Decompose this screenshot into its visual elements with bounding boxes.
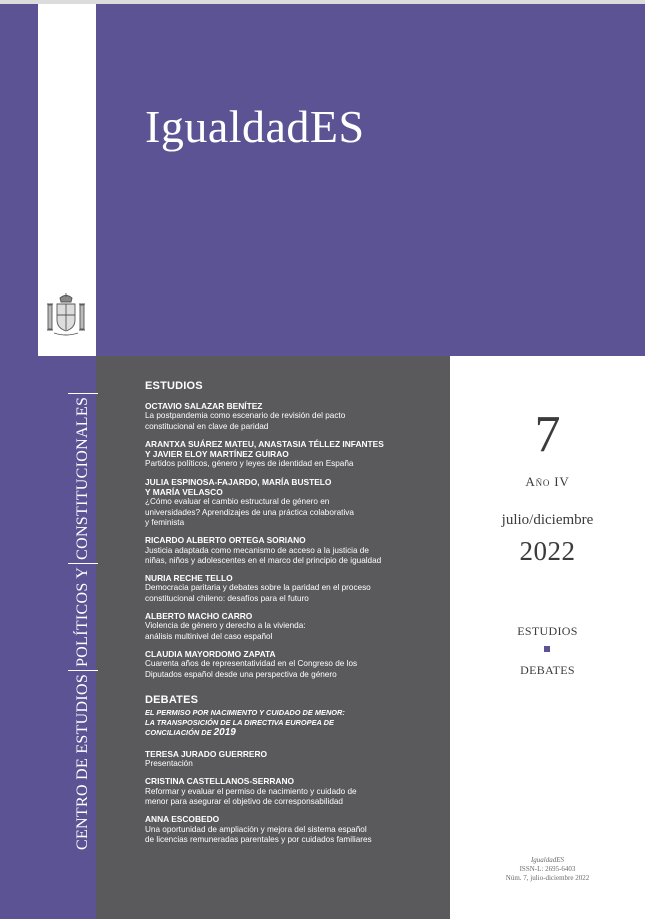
entry-title-line: constitucional chileno: desafíos para el futuro	[145, 593, 309, 603]
spine-separator	[68, 563, 98, 564]
issue-number: 7	[534, 406, 561, 463]
entry-title-line: Reformar y evaluar el permiso de nacimiento y cuidado de	[145, 786, 357, 796]
section-label-debates: DEBATES	[520, 663, 575, 677]
entry-author: JULIA ESPINOSA-FAJARDO, MARÍA BUSTELO	[145, 476, 332, 487]
entry-author-line2: Y MARÍA VELASCO	[145, 487, 223, 498]
issue-period: julio/diciembre	[501, 512, 594, 528]
issue-volume-year: Año IV	[525, 474, 570, 489]
entry-title-line: Violencia de género y derecho a la vivienda:	[145, 621, 306, 631]
publication-issn: ISSN-L: 2695-6403	[519, 865, 576, 873]
debates-subtitle-line: EL PERMISO POR NACIMIENTO Y CUIDADO DE MENOR:	[145, 707, 345, 717]
entry-author: ANNA ESCOBEDO	[145, 814, 220, 825]
cover-header-block	[96, 4, 645, 356]
entry-title-line: Presentación	[145, 759, 193, 769]
toc-entry	[145, 401, 445, 432]
toc-entry	[145, 535, 445, 566]
toc-entry	[145, 776, 445, 807]
table-of-contents	[145, 380, 445, 852]
toc-entry	[145, 611, 445, 642]
publication-issue: Núm. 7, julio-diciembre 2022	[505, 874, 590, 882]
entry-title-line: universidades? Aprendizajes de una práctica colaborativa	[145, 507, 354, 517]
entry-title-line: Cuarenta años de representatividad en el Congreso de los	[145, 659, 358, 669]
publication-info	[450, 856, 645, 883]
publication-journal-name: IgualdadES	[530, 856, 565, 864]
debates-subtitle-year: 2019	[213, 727, 236, 739]
entry-title-line: niñas, niños y adolescentes en el marco del principio de igualdad	[145, 555, 382, 565]
square-bullet-icon	[544, 646, 550, 652]
spine-part-1: CENTRO DE ESTUDIOS	[74, 673, 91, 850]
spine-separator	[68, 393, 98, 394]
section-heading-estudios: ESTUDIOS	[145, 380, 203, 392]
coat-of-arms-icon	[46, 293, 86, 339]
toc-entry	[145, 573, 445, 604]
spine-part-3: CONSTITUCIONALES	[74, 396, 91, 560]
entry-author-line2: Y JAVIER ELOY MARTÍNEZ GUIRAO	[145, 449, 289, 460]
entry-author: CLAUDIA MAYORDOMO ZAPATA	[145, 648, 276, 659]
entry-title-line: menor para asegurar el objetivo de corresponsabilidad	[145, 796, 343, 806]
journal-title: IgualdadES	[145, 101, 365, 152]
entry-author: ARANTXA SUÁREZ MATEU, ANASTASIA TÉLLEZ INFANTES	[145, 438, 384, 449]
entry-author: TERESA JURADO GUERRERO	[145, 748, 268, 759]
entry-title-line: Una oportunidad de ampliación y mejora del sistema español	[145, 824, 367, 834]
entry-title-line: de licencias remuneradas parentales y por cuidados familiares	[145, 834, 372, 844]
toc-entry	[145, 814, 445, 845]
toc-entry	[145, 749, 445, 770]
entry-title-line: Democracia paritaria y debates sobre la paridad en el proceso	[145, 583, 371, 593]
entry-title-line: Diputados español desde una perspectiva de género	[145, 669, 337, 679]
section-label-estudios: ESTUDIOS	[517, 624, 578, 638]
debates-subtitle-line: LA TRANSPOSICIÓN DE LA DIRECTIVA EUROPEA DE	[145, 718, 334, 728]
entry-author: CRISTINA CASTELLANOS-SERRANO	[145, 776, 295, 787]
entry-author: OCTAVIO SALAZAR BENÍTEZ	[145, 401, 263, 411]
entry-title-line: ¿Cómo evaluar el cambio estructural de género en	[145, 497, 330, 507]
entry-title-line: análisis multinivel del caso español	[145, 631, 273, 641]
toc-entry	[145, 439, 445, 470]
left-edge-block	[0, 4, 38, 919]
entry-author: ALBERTO MACHO CARRO	[145, 611, 253, 622]
toc-entry	[145, 477, 445, 528]
entry-title-line: La postpandemia como escenario de revisión del pacto	[145, 411, 346, 421]
entry-author: RICARDO ALBERTO ORTEGA SORIANO	[145, 535, 306, 546]
spine-part-2: POLÍTICOS Y	[74, 566, 91, 667]
entry-author: NURIA RECHE TELLO	[145, 573, 233, 584]
entry-title-line: Partidos políticos, género y leyes de identidad en España	[145, 459, 354, 469]
spine-separator	[68, 670, 98, 671]
entry-title-line: Justicia adaptada como mecanismo de acceso a la justicia de	[145, 545, 369, 555]
toc-entry	[145, 649, 445, 680]
debates-subtitle	[145, 708, 445, 739]
publisher-spine-text	[68, 390, 98, 850]
entry-title-line: constitucional en clave de paridad	[145, 421, 269, 431]
issue-year: 2022	[519, 536, 576, 566]
section-heading-debates: DEBATES	[145, 693, 199, 706]
debates-subtitle-line: CONCILIACIÓN DE	[145, 728, 212, 738]
entry-title-line: y feminista	[145, 517, 185, 527]
